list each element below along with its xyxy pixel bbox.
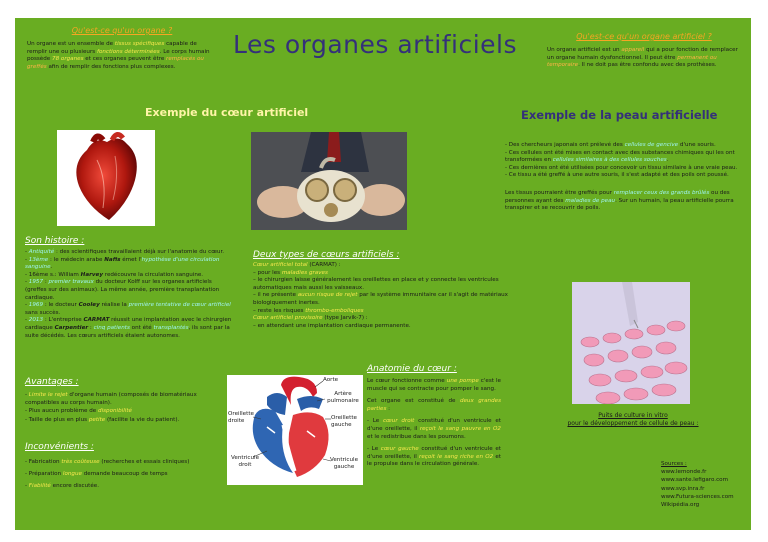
diagram-label-aorta: Aorte: [323, 377, 339, 383]
list-item: [367, 446, 501, 469]
body-text: . Il ne doit pas être confondu avec des prothèses.: [578, 62, 717, 69]
body-text: et le propulse dans le circulation générale.: [367, 453, 501, 468]
body-text: -: [25, 317, 29, 324]
body-text: – pour les: [253, 269, 282, 276]
skin-bullets: [505, 142, 741, 180]
advantages: [25, 377, 221, 424]
highlight-text: remplacer ceux des grands brûlés: [613, 189, 710, 196]
diagram-label-right-atrium: Oreillette droite: [228, 411, 254, 424]
highlight-text: 78 organes: [52, 56, 84, 63]
body-text: : le médecin arabe: [48, 256, 105, 263]
body-text: émet l': [120, 256, 142, 263]
list-item: [25, 272, 235, 280]
highlight-text: aucun risque de rejet: [297, 292, 358, 299]
list-item: [505, 172, 741, 180]
body-text: Harvey: [80, 271, 103, 278]
highlight-text: appareil: [621, 47, 645, 53]
culture-caption: [553, 412, 713, 428]
highlight-text: cellules similaires à des cellules souches: [552, 157, 667, 164]
source-item: www.sante.lefigaro.com: [661, 477, 729, 484]
list-item: [253, 277, 515, 292]
highlight-text: maladies de peau: [565, 197, 616, 204]
highlight-text: thrombo-emboliques: [305, 307, 364, 314]
highlight-text: cœur gauche: [380, 446, 419, 453]
highlight-text: premier travaux: [48, 279, 94, 286]
intro-right-heading: Qu'est-ce qu'un organe artificiel ?: [576, 32, 712, 41]
list-item: [25, 416, 221, 424]
body-text: .: [50, 264, 53, 271]
list-item: [253, 292, 515, 307]
advantages-heading: Avantages :: [25, 377, 79, 387]
list-item: [253, 315, 515, 323]
highlight-text: une pompe: [446, 378, 479, 384]
source-item: Wikipédia.org: [661, 502, 700, 509]
drawbacks-list: [25, 456, 221, 492]
list-item: [25, 257, 235, 272]
sources: [661, 460, 749, 509]
list-item: [25, 391, 221, 407]
intro-right-text: [547, 47, 741, 70]
highlight-text: très coûteuse: [61, 459, 100, 465]
body-text: -: [25, 302, 29, 309]
source-item: www.svp.inra.fr: [661, 485, 705, 492]
body-text: du docteur Kolff sur les organes artificiels (greffes sur des animaux). La même année, première transplantation cardiaque.: [25, 279, 220, 301]
body-text: :: [386, 405, 391, 412]
body-text: demande beaucoup de temps: [81, 471, 168, 477]
body-text: :: [88, 324, 94, 331]
anatomy: [367, 364, 501, 474]
body-text: - Le: [367, 446, 381, 453]
body-text: capable de remplir une ou plusieurs: [27, 41, 197, 55]
list-item: [25, 480, 221, 492]
list-item: [253, 308, 515, 316]
body-text: - Fabrication: [25, 459, 62, 465]
body-text: ou des personnes ayant des: [505, 189, 730, 204]
list-item: [25, 249, 235, 257]
highlight-text: Cœur artificiel provisoire: [253, 315, 323, 322]
body-text: Le cœur fonctionne comme: [367, 378, 447, 384]
highlight-text: Antiquité: [28, 249, 55, 255]
intro-left-text: [27, 41, 217, 71]
intro-left: [27, 26, 217, 71]
list-item: [505, 142, 741, 150]
highlight-text: Limite le rejet: [28, 392, 68, 398]
highlight-text: petite: [88, 416, 106, 423]
body-text: réussit une implantation avec le chirurgien cardiaque: [25, 317, 232, 331]
body-text: - Plus aucun problème de: [25, 408, 99, 415]
list-item: [505, 150, 741, 165]
body-text: .: [666, 157, 669, 164]
culture-caption-line2: pour le développement de cellule de peau :: [567, 420, 699, 427]
body-text: redécouvre la circulation sanguine.: [102, 271, 204, 278]
page-title: Les organes artificiels: [233, 30, 517, 59]
body-text: - Ces cellules ont été mises en contact avec des substances chimiques qui les ont transformées en: [505, 149, 735, 164]
intro-right: [547, 32, 741, 70]
highlight-text: tissus spécifiques: [114, 41, 165, 47]
body-text: - Taille de plus en plus: [25, 416, 89, 423]
highlight-text: permanent ou temporaire: [547, 54, 717, 69]
body-text: (CARMAT) :: [307, 262, 341, 268]
two-types: [253, 250, 515, 330]
body-text: -: [25, 392, 29, 398]
intro-left-heading: Qu'est-ce qu'un organe ?: [71, 26, 173, 35]
body-text: – en attendant une implantation cardiaque permanente.: [253, 322, 411, 329]
list-item: [25, 468, 221, 480]
body-text: qui a pour fonction de remplacer un organe humain dysfonctionnel. Il peut être: [547, 47, 738, 61]
highlight-text: reçoit le sang pauvre en O2: [419, 425, 501, 432]
body-text: (type Jarvik-7) :: [322, 315, 368, 322]
list-item: [25, 279, 235, 302]
history-heading: Son histoire :: [25, 236, 85, 246]
body-text: par le système immunitaire car il s'agit de matériaux biologiquement inertes.: [253, 292, 508, 306]
body-text: -: [25, 256, 29, 263]
list-item: [367, 398, 501, 413]
body-text: -: [25, 483, 29, 489]
body-text: Les tissus pourraient être greffés pour: [505, 189, 614, 196]
heart-diagram: [227, 375, 363, 485]
body-text: – reste les risques: [253, 307, 306, 314]
list-item: [25, 302, 235, 317]
body-text: Un organe artificiel est un: [547, 47, 622, 53]
diagram-label-pulmonary: Artère pulmonaire: [327, 391, 359, 404]
body-text: :: [43, 279, 49, 286]
body-text: d'une souris.: [678, 142, 716, 148]
body-text: constitué d'un ventricule et d'une oreillette, il: [367, 446, 501, 460]
body-text: - Préparation: [25, 471, 63, 477]
advantages-list: [25, 391, 221, 424]
body-text: . Sur un humain, la peau artificielle pourra transpirer et se recouvrir de poils.: [505, 197, 734, 212]
body-text: encore discutée.: [50, 483, 100, 489]
diagram-label-left-atrium: Oreillette gauche: [331, 415, 357, 428]
body-text: et ces organes peuvent être: [83, 56, 167, 63]
highlight-text: disponibilité: [98, 408, 132, 415]
body-text: constitué d'un ventricule et d'une oreillette, il: [367, 418, 501, 432]
highlight-text: deux grandes parties: [367, 398, 501, 412]
highlight-text: 1969: [28, 302, 44, 309]
body-text: sans succès.: [25, 309, 61, 316]
body-text: : L'entreprise: [43, 317, 84, 324]
body-text: . Le corps humain possède: [27, 48, 210, 63]
highlight-text: reçoit le sang riche en O2: [419, 453, 494, 460]
culture-caption-line1: Puits de culture in vitro: [598, 412, 668, 419]
diagram-label-right-ventricle: Ventricule droit: [231, 455, 260, 468]
body-text: Nafis: [104, 256, 121, 263]
list-item: [25, 317, 235, 340]
body-text: , ils sont par la suite décédés. Les cœurs artificiels étaient autonomes.: [25, 324, 230, 339]
highlight-text: 2013: [28, 317, 44, 324]
body-text: – il ne présente: [253, 292, 298, 299]
artificial-heart-photo: [251, 132, 407, 230]
drawbacks: [25, 442, 221, 492]
body-text: (recherches et essais cliniques): [99, 459, 190, 465]
body-text: - Ce tissu a été greffé à une autre souris, il s'est adapté et des poils ont poussé.: [505, 172, 729, 179]
two-types-list: [253, 262, 515, 330]
skin-closing: [505, 190, 741, 213]
skin-section-heading: Exemple de la peau artificielle: [521, 108, 718, 122]
list-item: [367, 418, 501, 441]
body-text: -: [25, 279, 29, 286]
body-text: - Ces dernières ont été utilisées pour concevoir un tissu similaire à une vraie peau.: [505, 164, 738, 171]
two-types-heading: Deux types de cœurs artificiels :: [253, 250, 400, 260]
highlight-text: cinq patients: [93, 324, 130, 331]
poster: [15, 18, 751, 530]
body-text: d'organe humain (composés de biomatériaux compatibles au corps humain).: [25, 392, 197, 407]
body-text: -: [25, 249, 29, 255]
body-text: : des scientifiques travaillaient déjà sur l'anatomie du cœur.: [54, 249, 225, 255]
highlight-text: Cœur artificiel total: [253, 262, 308, 268]
list-item: [253, 323, 515, 331]
drawbacks-heading: Inconvénients :: [25, 442, 94, 452]
body-text: réalise la: [99, 302, 129, 309]
history-list: [25, 249, 235, 340]
body-text: Cooley: [78, 302, 100, 309]
source-item: www.lemonde.fr: [661, 469, 707, 476]
body-text: Carpentier: [54, 324, 89, 331]
highlight-text: cellules de gencive: [624, 142, 679, 148]
source-item: www.Futura-sciences.com: [661, 493, 734, 500]
highlight-text: hypothèse d'une circulation sanguine: [25, 256, 220, 271]
highlight-text: cœur droit: [382, 418, 415, 425]
highlight-text: remplacés ou greffés: [27, 56, 204, 70]
anatomy-heading: Anatomie du cœur :: [367, 364, 457, 374]
body-text: - 16ème s.: William: [25, 271, 81, 278]
body-text: et le redistribue dans les poumons.: [367, 433, 466, 440]
list-item: [25, 407, 221, 415]
body-text: : le docteur: [43, 302, 79, 309]
cell-culture-photo: [572, 282, 690, 404]
diagram-label-left-ventricle: Ventricule gauche: [329, 457, 359, 470]
body-text: afin de remplir des fonctions plus complexes.: [46, 63, 176, 70]
body-text: - Des chercheurs japonais ont prélevé des: [505, 142, 625, 148]
highlight-text: transplantés: [153, 324, 189, 331]
highlight-text: 13ème: [28, 256, 49, 263]
skin-text: [505, 142, 741, 213]
highlight-text: fonctions déterminées: [96, 48, 160, 55]
body-text: Cet organe est constitué de: [367, 398, 460, 405]
heart-organ-photo: [57, 130, 155, 226]
list-item: [367, 378, 501, 393]
anatomy-list: [367, 378, 501, 469]
history: [25, 236, 235, 340]
highlight-text: maladies graves: [281, 269, 328, 276]
heart-section-heading: Exemple du cœur artificiel: [145, 106, 309, 119]
body-text: c'est le muscle qui se contracte pour pomper le sang.: [367, 378, 501, 392]
body-text: Un organe est un ensemble de: [27, 41, 115, 47]
body-text: – le chirurgien laisse généralement les oreillettes en place et y connecte les ventricules automatiques mais aussi les vaisseaux.: [253, 277, 499, 291]
list-item: [25, 456, 221, 468]
body-text: ont été: [129, 324, 154, 331]
highlight-text: première tentative de cœur artificiel: [128, 302, 231, 309]
highlight-text: longue: [62, 471, 82, 477]
sources-heading: Sources :: [661, 461, 687, 467]
list-item: [253, 262, 515, 270]
highlight-text: Fiabilité: [28, 483, 51, 489]
highlight-text: 1957: [28, 279, 44, 286]
body-text: (facilite la vie du patient).: [105, 416, 180, 423]
body-text: - Le: [367, 418, 383, 425]
body-text: CARMAT: [83, 317, 110, 324]
